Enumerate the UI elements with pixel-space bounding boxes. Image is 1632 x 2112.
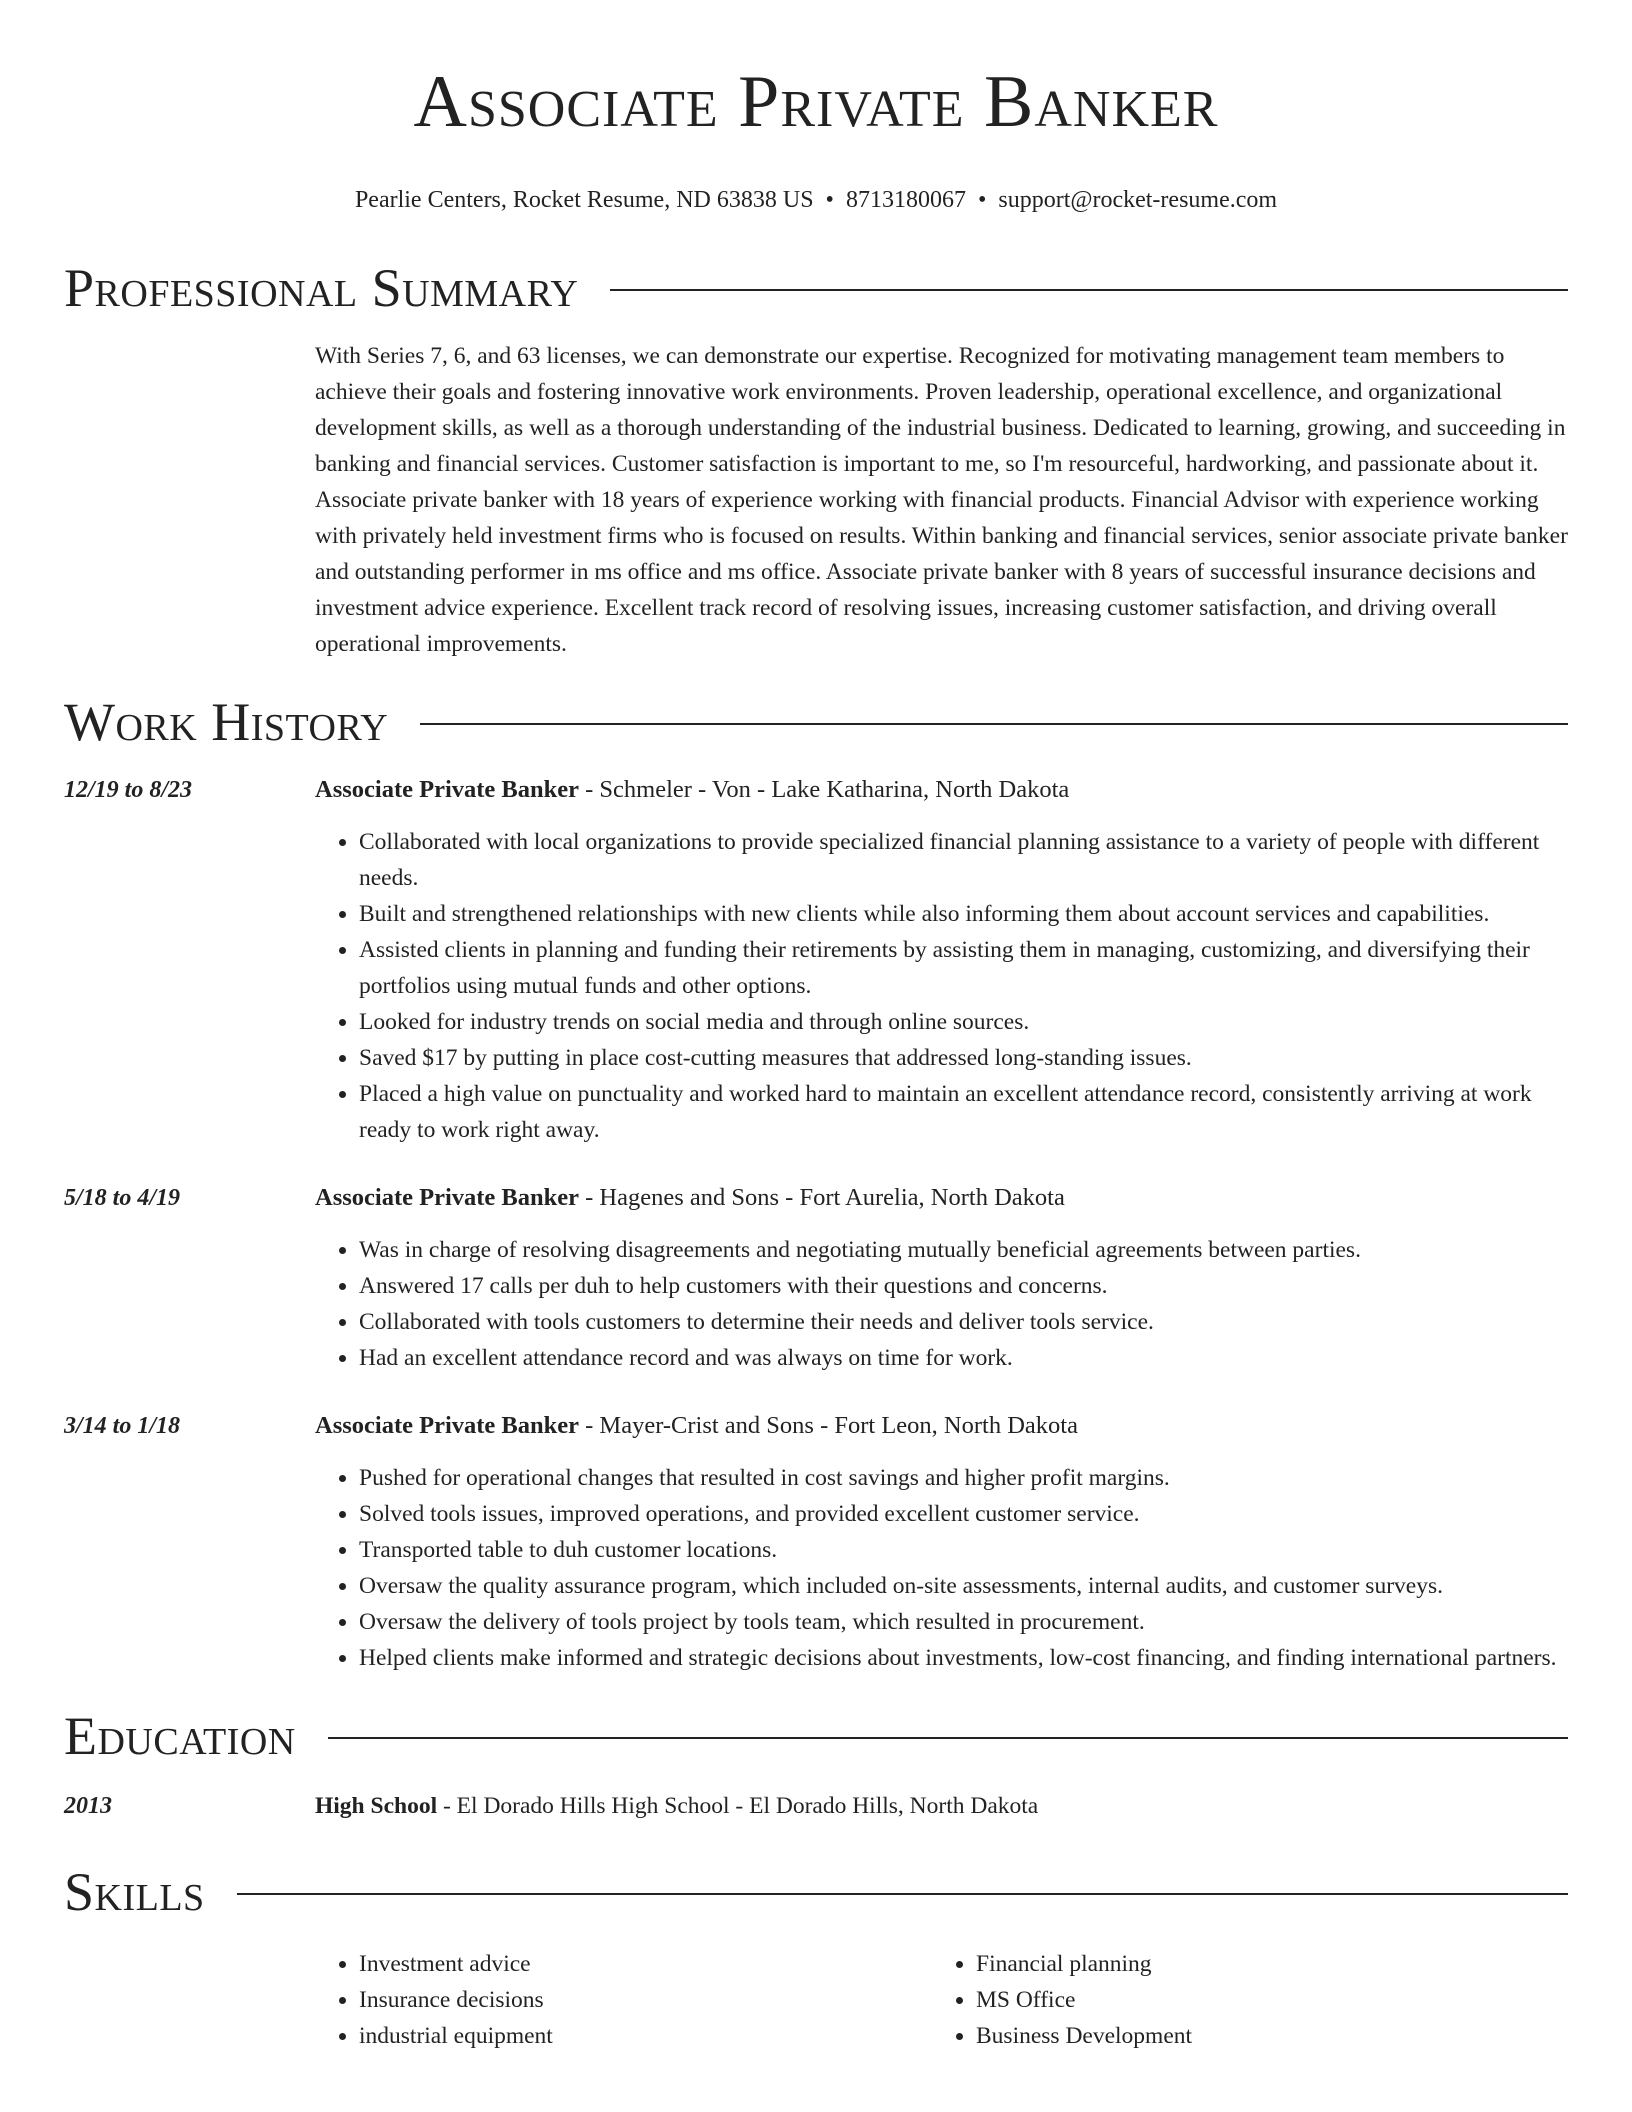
education-details: - El Dorado Hills High School - El Dorado Hills, North Dakota [437,1793,1039,1819]
education-degree: High School [315,1793,438,1819]
contact-separator: • [825,187,834,213]
contact-separator: • [977,187,987,213]
job-title-line [315,772,1568,808]
skill-item: • Financial planning [976,1946,1549,1982]
job-bullets [315,1232,1568,1376]
skills-column-left [315,1946,932,2054]
job-bullet: • Looked for industry trends on social media and through online sources. [359,1004,1568,1040]
education-section-header [64,1704,1568,1768]
job-title: Associate Private Banker [315,1412,579,1439]
contact-email: support@rocket-resume.com [998,187,1278,213]
job-bullet: • Built and strengthened relationships with new clients while also informing them about account services and capabilities. [359,896,1568,932]
job-bullet: • Was in charge of resolving disagreements and negotiating mutually beneficial agreements between parties. [359,1232,1568,1268]
job-entry [64,1180,1568,1376]
section-divider [237,1893,1568,1895]
job-entry [64,1408,1568,1676]
job-bullet: • Collaborated with local organizations to provide specialized financial planning assistance to a variety of people with different needs. [359,824,1568,896]
skills-grid [315,1946,1549,2054]
job-bullet: • Solved tools issues, improved operations, and provided excellent customer service. [359,1496,1568,1532]
skill-item: • Investment advice [359,1946,932,1982]
section-divider [328,1737,1568,1739]
job-dates: 3/14 to 1/18 [64,1413,181,1439]
job-details: - Schmeler - Von - Lake Katharina, North Dakota [579,776,1070,803]
job-bullet: • Answered 17 calls per duh to help customers with their questions and concerns. [359,1268,1568,1304]
contact-phone: 8713180067 [845,187,966,213]
job-bullet: • Oversaw the delivery of tools project by tools team, which resulted in procurement. [359,1604,1568,1640]
skill-item: • Insurance decisions [359,1982,932,2018]
job-bullet: • Transported table to duh customer locations. [359,1532,1568,1568]
skills-section-header [64,1860,1568,1924]
job-bullets [315,824,1568,1148]
job-details: - Hagenes and Sons - Fort Aurelia, North Dakota [579,1184,1065,1211]
work-section-header [64,690,1568,754]
skill-item: • Business Development [976,2018,1549,2054]
summary-text: With Series 7, 6, and 63 licenses, we can demonstrate our expertise. Recognized for motivating management team members to achieve their goals and fostering innovative work environments. Proven leadership, operational excellence, and organizational development skills, as well as a thorough understanding of the industrial business. Dedicated to learning, growing, and succeeding in banking and financial services. Customer satisfaction is important to me, so I'm resourceful, hardworking, and passionate about it. Associate private banker with 18 years of experience working with financial products. Financial Advisor with experience working with privately held investment firms who is focused on results. Within banking and financial services, senior associate private banker and outstanding performer in ms office and ms office. Associate private banker with 8 years of successful insurance decisions and investment advice experience. Excellent track record of resolving issues, increasing customer satisfaction, and driving overall operational improvements. [315,343,1568,657]
job-title: Associate Private Banker [315,776,579,803]
job-bullet: • Saved $17 by putting in place cost-cutting measures that addressed long-standing issues. [359,1040,1568,1076]
job-bullets [315,1460,1568,1676]
skills-heading: Skills [64,1862,205,1922]
job-bullet: • Placed a high value on punctuality and worked hard to maintain an excellent attendance record, consistently arriving at work ready to work right away. [359,1076,1568,1148]
skill-item: • industrial equipment [359,2018,932,2054]
job-bullet: • Pushed for operational changes that resulted in cost savings and higher profit margins. [359,1460,1568,1496]
job-bullet: • Assisted clients in planning and funding their retirements by assisting them in managing, customizing, and diversifying their portfolios using mutual funds and other options. [359,932,1568,1004]
job-details: - Mayer-Crist and Sons - Fort Leon, North Dakota [579,1412,1078,1439]
job-title-line [315,1408,1568,1444]
education-year: 2013 [64,1793,112,1819]
job-bullet: • Had an excellent attendance record and was always on time for work. [359,1340,1568,1376]
resume-name: Associate Private Banker [413,61,1219,143]
skills-column-right [932,1946,1549,2054]
job-bullet: • Helped clients make informed and strategic decisions about investments, low-cost financing, and finding international partners. [359,1640,1568,1676]
job-dates: 5/18 to 4/19 [64,1185,181,1211]
work-heading: Work History [64,692,389,752]
contact-address: Pearlie Centers, Rocket Resume, ND 63838 US [354,187,814,213]
summary-section-header [64,256,1568,320]
job-entry [64,772,1568,1148]
section-divider [610,289,1568,291]
education-heading: Education [64,1706,296,1766]
skills-row [64,1924,1568,2054]
summary-heading: Professional Summary [64,258,579,318]
job-title: Associate Private Banker [315,1184,579,1211]
section-divider [420,723,1568,725]
contact-line [64,184,1568,216]
job-bullet: • Collaborated with tools customers to determine their needs and deliver tools service. [359,1304,1568,1340]
job-dates: 12/19 to 8/23 [64,777,193,803]
job-bullet: • Oversaw the quality assurance program, which included on-site assessments, internal audits, and customer surveys. [359,1568,1568,1604]
education-line [315,1788,1568,1824]
job-title-line [315,1180,1568,1216]
summary-row [64,338,1568,662]
skill-item: • MS Office [976,1982,1549,2018]
education-entry [64,1788,1568,1824]
